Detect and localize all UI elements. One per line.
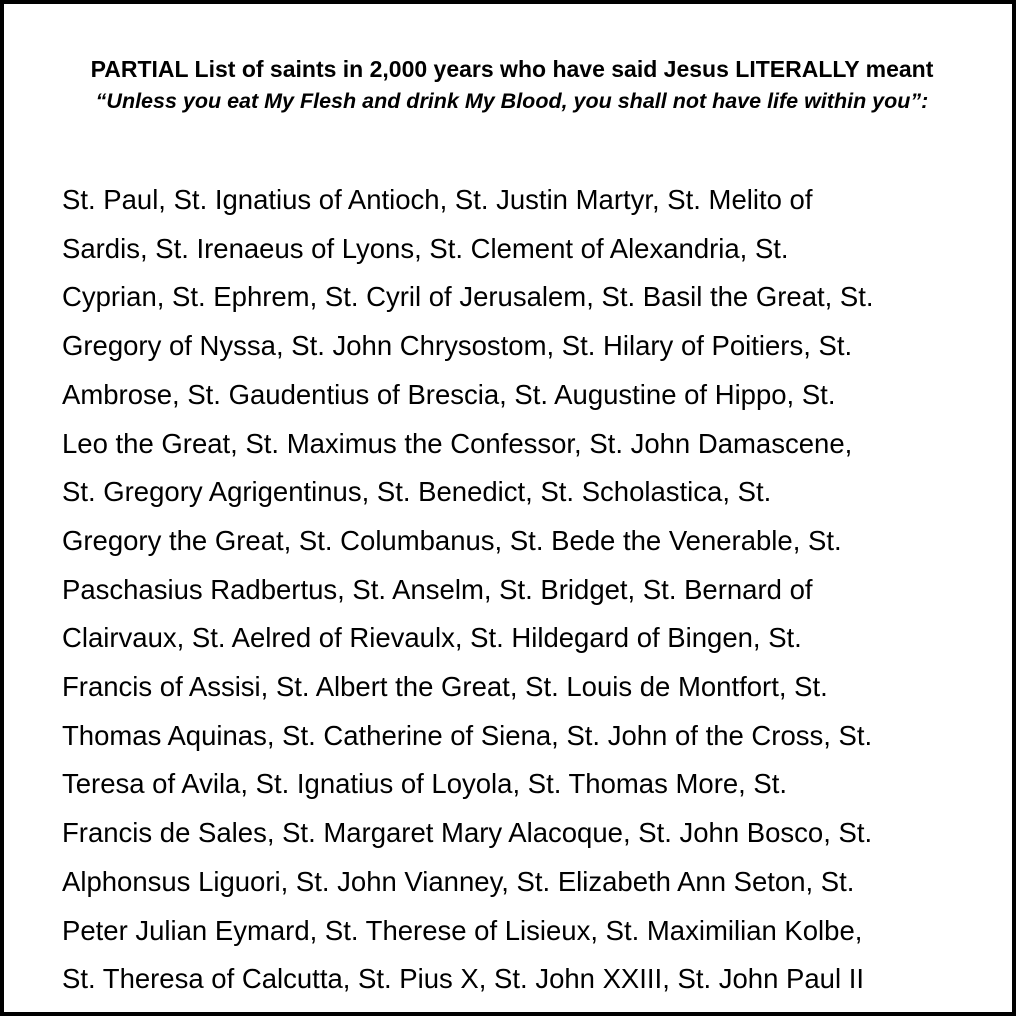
saints-list-line: St. Theresa of Calcutta, St. Pius X, St. John XXIII, St. John Paul II — [62, 963, 864, 995]
saints-list-line: Francis of Assisi, St. Albert the Great, St. Louis de Montfort, St. — [62, 671, 828, 703]
saints-list-line: Peter Julian Eymard, St. Therese of Lisieux, St. Maximilian Kolbe, — [62, 914, 863, 946]
saints-list-line: Francis de Sales, St. Margaret Mary Alacoque, St. John Bosco, St. — [62, 817, 873, 849]
saints-list-line: St. Paul, St. Ignatius of Antioch, St. Justin Martyr, St. Melito of — [62, 184, 813, 215]
heading-title: PARTIAL List of saints in 2,000 years who have said Jesus LITERALLY meant — [90, 56, 934, 82]
saints-list-line: Cyprian, St. Ephrem, St. Cyril of Jerusalem, St. Basil the Great, St. — [62, 281, 874, 313]
saints-list-line: Teresa of Avila, St. Ignatius of Loyola, St. Thomas More, St. — [62, 768, 788, 800]
saints-list-line: Thomas Aquinas, St. Catherine of Siena, St. John of the Cross, St. — [62, 719, 873, 751]
heading — [14, 53, 1010, 117]
saints-list-line: Clairvaux, St. Aelred of Rievaulx, St. Hildegard of Bingen, St. — [62, 622, 802, 654]
saints-list — [62, 176, 992, 1004]
saints-list-line: St. Gregory Agrigentinus, St. Benedict, St. Scholastica, St. — [62, 476, 772, 508]
saints-list-line: Gregory of Nyssa, St. John Chrysostom, St. Hilary of Poitiers, St. — [62, 330, 853, 362]
saints-list-line: Leo the Great, St. Maximus the Confessor, St. John Damascene, — [62, 427, 853, 459]
saints-list-line: Ambrose, St. Gaudentius of Brescia, St. Augustine of Hippo, St. — [62, 378, 836, 410]
saints-list-line: Paschasius Radbertus, St. Anselm, St. Bridget, St. Bernard of — [62, 573, 813, 605]
saints-list-line: Alphonsus Liguori, St. John Vianney, St. Elizabeth Ann Seton, St. — [62, 865, 855, 897]
heading-quote: “Unless you eat My Flesh and drink My Blood, you shall not have life within you”: — [95, 89, 929, 113]
saints-list-line: Gregory the Great, St. Columbanus, St. Bede the Venerable, St. — [62, 524, 842, 556]
saints-list-line: Sardis, St. Irenaeus of Lyons, St. Clement of Alexandria, St. — [62, 232, 789, 264]
